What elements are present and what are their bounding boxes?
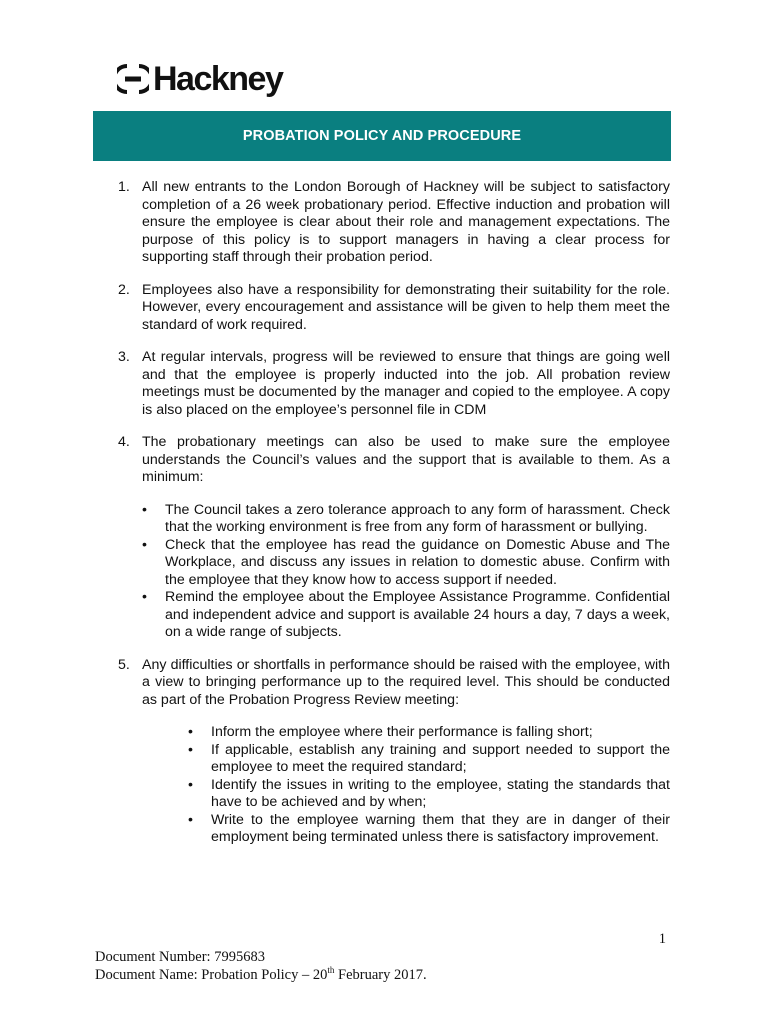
section-1 bbox=[118, 179, 670, 267]
section-3 bbox=[118, 349, 670, 419]
document-name-prefix: Document Name: Probation Policy – 20 bbox=[95, 967, 328, 983]
policy-body bbox=[118, 179, 670, 847]
list-item: • Identify the issues in writing to the employee, stating the standards that have to be achieved and by when; bbox=[188, 777, 670, 812]
section-4 bbox=[118, 434, 670, 487]
list-item: • If applicable, establish any training and support needed to support the employee to meet the required standard; bbox=[188, 742, 670, 777]
section-text: All new entrants to the London Borough of Hackney will be subject to satisfactory completion of a 26 week probationary period. Effective induction and probation will ensure the employee is clear about their role and management expectations. The purpose of this policy is to support managers in having a clear process for supporting staff through their probation period. bbox=[142, 179, 670, 265]
section-text: The probationary meetings can also be used to make sure the employee understands the Council’s values and the support that is available to them. As a minimum: bbox=[142, 434, 670, 485]
document-title: PROBATION POLICY AND PROCEDURE bbox=[242, 128, 522, 144]
section-5 bbox=[118, 656, 670, 710]
list-item: • The Council takes a zero tolerance approach to any form of harassment. Check that the working environment is free from any form of harassment or bullying. bbox=[142, 502, 670, 537]
hackney-h-mark-icon bbox=[117, 63, 149, 95]
section-4-bullet-list bbox=[142, 502, 670, 642]
date-ordinal-suffix: th bbox=[327, 965, 335, 976]
section-text: At regular intervals, progress will be reviewed to ensure that things are going well and that the employee is properly inducted into the job. All probation review meetings must be documented by the manager and copied to the employee. A copy is also placed on the employee’s personnel file in CDM bbox=[142, 349, 670, 418]
list-item: • Check that the employee has read the guidance on Domestic Abuse and The Workplace, and discuss any issues in relation to domestic abuse. Confirm with the employee that they know how to access support if needed. bbox=[142, 537, 670, 590]
title-banner bbox=[93, 111, 671, 161]
section-text: Employees also have a responsibility for demonstrating their suitability for the role. However, every encouragement and assistance will be given to help them meet the standard of work required. bbox=[142, 281, 670, 333]
section-number: 5. bbox=[118, 656, 130, 673]
section-number: 4. bbox=[118, 434, 130, 450]
section-5-bullet-list bbox=[188, 724, 670, 847]
document-footer bbox=[95, 948, 427, 984]
list-item: • Write to the employee warning them that they are in danger of their employment being terminated unless there is satisfactory improvement. bbox=[188, 812, 670, 847]
document-name bbox=[95, 966, 427, 984]
section-number: 1. bbox=[118, 179, 130, 195]
section-2 bbox=[118, 281, 670, 335]
document-name-suffix: February 2017. bbox=[334, 967, 427, 983]
section-number: 2. bbox=[118, 281, 130, 298]
list-item: • Inform the employee where their performance is falling short; bbox=[188, 724, 670, 742]
page-number: 1 bbox=[658, 931, 666, 947]
document-number: Document Number: 7995683 bbox=[95, 949, 265, 965]
hackney-logo bbox=[117, 62, 282, 96]
list-item: • Remind the employee about the Employee Assistance Programme. Confidential and independent advice and support is available 24 hours a day, 7 days a week, on a wide range of subjects. bbox=[142, 589, 670, 642]
section-number: 3. bbox=[118, 349, 130, 365]
section-text: Any difficulties or shortfalls in performance should be raised with the employee, with a view to bringing performance up to the required level. This should be conducted as part of the Probation Progress Review meeting: bbox=[142, 656, 670, 708]
logo-text: Hackney bbox=[153, 60, 283, 98]
